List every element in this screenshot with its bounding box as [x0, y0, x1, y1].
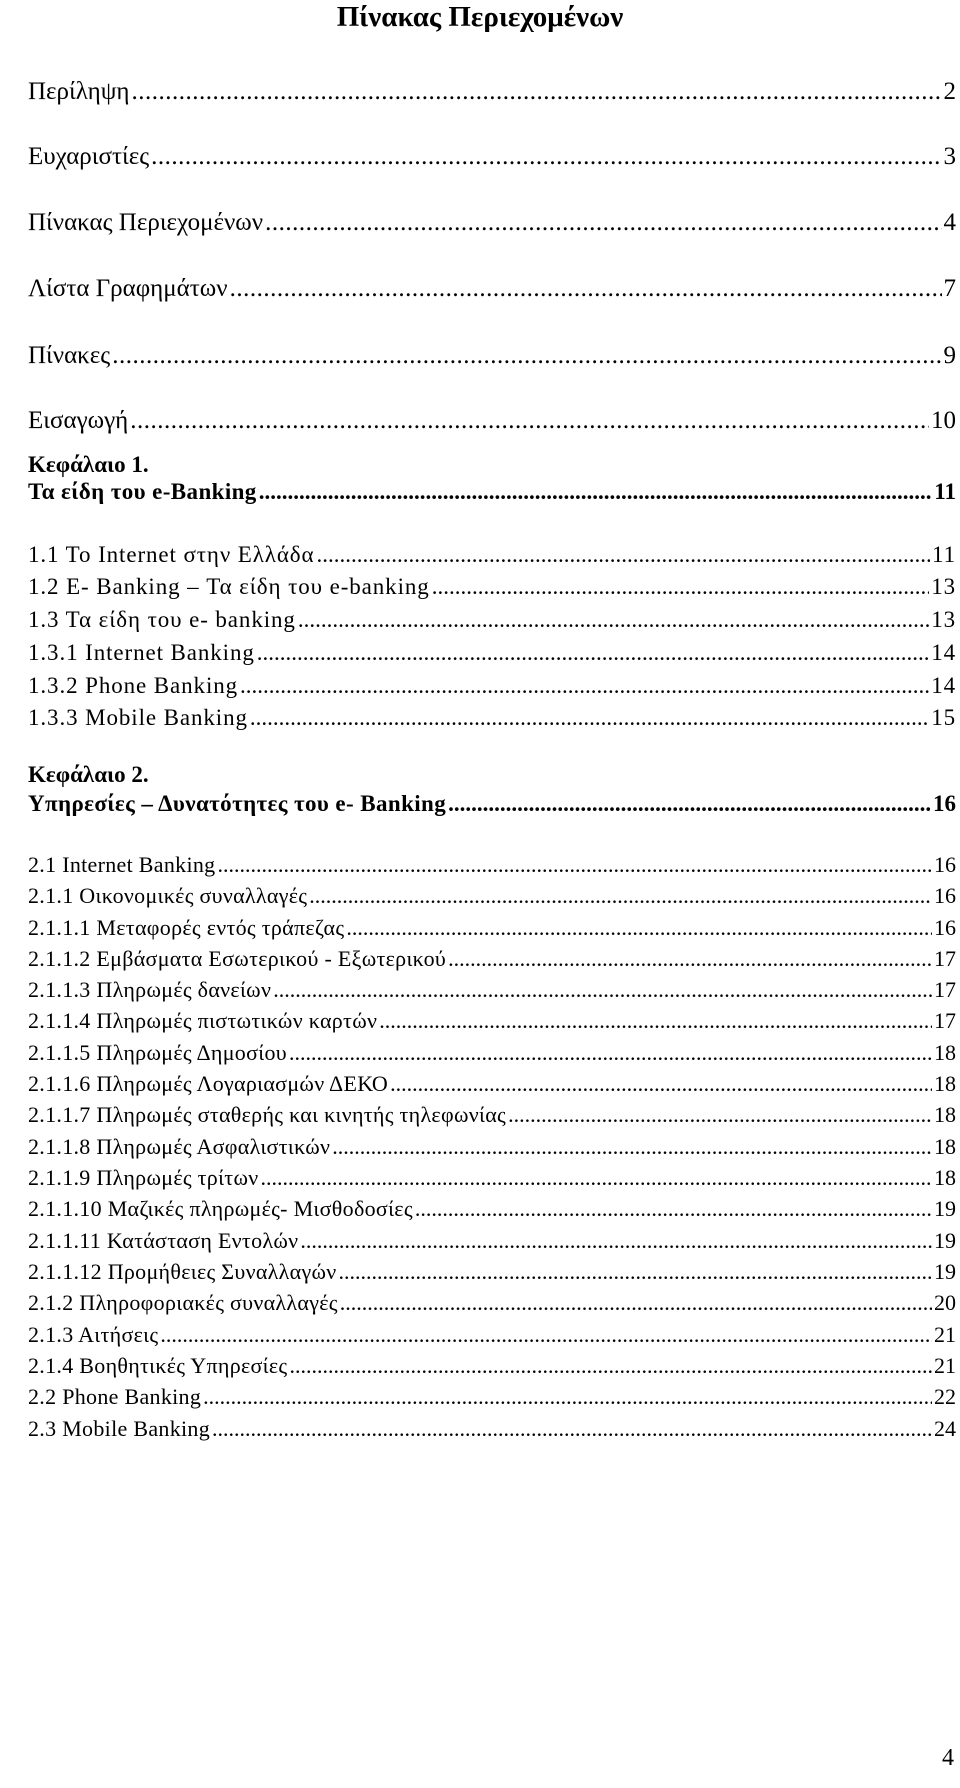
- page-title: Πίνακας Περιεχομένων: [336, 1, 624, 33]
- toc-entry[interactable]: [28, 1102, 956, 1128]
- dot-leader: [131, 77, 941, 107]
- toc-entry[interactable]: [28, 639, 956, 667]
- toc-entry-page: 18: [934, 1134, 956, 1159]
- dot-leader: [379, 1008, 932, 1034]
- toc-entry-label: 2.1.1.6 Πληρωμές Λογαριασμών ΔΕΚΟ: [28, 1071, 389, 1096]
- dot-leader: [112, 341, 941, 371]
- dot-leader: [432, 573, 930, 601]
- dot-leader: [265, 208, 941, 238]
- toc-entry[interactable]: [28, 946, 956, 972]
- toc-entry-page: 21: [934, 1322, 956, 1347]
- dot-leader: [298, 606, 929, 634]
- toc-entry[interactable]: [28, 1040, 956, 1066]
- toc-entry[interactable]: [28, 1165, 956, 1191]
- toc-entry[interactable]: [28, 1259, 956, 1285]
- dot-leader: [240, 672, 929, 700]
- toc-entry-label: 2.1.1.7 Πληρωμές σταθερής και κινητής τηλεφωνίας: [28, 1102, 507, 1127]
- toc-entry-page: 11: [932, 542, 956, 567]
- toc-entry-page: 18: [934, 1040, 956, 1065]
- dot-leader: [230, 274, 942, 304]
- dot-leader: [259, 478, 933, 506]
- chapter-heading: Κεφάλαιο 2.: [28, 762, 149, 787]
- toc-entry-label: 2.1.1.1 Μεταφορές εντός τράπεζας: [28, 915, 345, 940]
- toc-entry-label: Ευχαριστίες: [28, 143, 150, 170]
- toc-entry-page: 15: [931, 705, 956, 730]
- toc-entry-label: 1.3.3 Mobile Banking: [28, 705, 248, 730]
- toc-entry-label: 1.3.2 Phone Banking: [28, 673, 239, 698]
- toc-entry-page: 17: [934, 977, 956, 1002]
- toc-entry[interactable]: [28, 977, 956, 1003]
- dot-leader: [151, 142, 941, 172]
- dot-leader: [332, 1134, 932, 1160]
- toc-entry-label: 2.1 Internet Banking: [28, 852, 216, 877]
- toc-entry-page: 10: [931, 407, 956, 434]
- dot-leader: [260, 1165, 932, 1191]
- toc-chapter-entry[interactable]: [28, 478, 956, 506]
- toc-entry[interactable]: [28, 274, 956, 304]
- toc-entry-label: Περίληψη: [28, 78, 130, 105]
- toc-entry-page: 14: [931, 673, 956, 698]
- toc-entry[interactable]: [28, 1416, 956, 1442]
- dot-leader: [415, 1196, 932, 1222]
- dot-leader: [346, 915, 932, 941]
- dot-leader: [273, 977, 932, 1003]
- toc-entry-label: 2.1.1 Οικονομικές συναλλαγές: [28, 883, 308, 908]
- toc-entry[interactable]: [28, 852, 956, 878]
- toc-entry-page: 16: [934, 883, 956, 908]
- toc-entry-page: 19: [934, 1259, 956, 1284]
- page-number: 4: [942, 1745, 954, 1771]
- toc-entry[interactable]: [28, 915, 956, 941]
- toc-entry-page: 7: [943, 275, 956, 302]
- toc-entry-page: 11: [934, 479, 956, 504]
- dot-leader: [212, 1416, 932, 1442]
- toc-entry[interactable]: [28, 1008, 956, 1034]
- toc-entry-label: Λίστα Γραφημάτων: [28, 275, 228, 302]
- toc-entry-label: Υπηρεσίες – Δυνατότητες του e- Banking: [28, 791, 447, 816]
- toc-entry-label: 2.1.4 Βοηθητικές Υπηρεσίες: [28, 1353, 288, 1378]
- toc-entry-label: 2.1.1.8 Πληρωμές Ασφαλιστικών: [28, 1134, 331, 1159]
- toc-entry-label: 1.3.1 Internet Banking: [28, 640, 255, 665]
- dot-leader: [448, 946, 932, 972]
- toc-entry[interactable]: [28, 541, 956, 569]
- dot-leader: [203, 1384, 932, 1410]
- toc-entry-page: 22: [934, 1384, 956, 1409]
- toc-entry-page: 16: [933, 791, 956, 816]
- toc-entry[interactable]: [28, 208, 956, 238]
- toc-entry-page: 19: [934, 1196, 956, 1221]
- dot-leader: [316, 541, 930, 569]
- chapter-heading: Κεφάλαιο 1.: [28, 452, 149, 477]
- toc-entry-label: Τα είδη του e-Banking: [28, 479, 257, 504]
- dot-leader: [217, 852, 932, 878]
- toc-entry-page: 16: [934, 915, 956, 940]
- toc-entry[interactable]: [28, 77, 956, 107]
- toc-entry-label: 2.1.1.5 Πληρωμές Δημοσίου: [28, 1040, 287, 1065]
- toc-entry-page: 13: [931, 574, 956, 599]
- dot-leader: [130, 406, 929, 436]
- toc-entry[interactable]: [28, 1071, 956, 1097]
- toc-entry-label: 2.1.1.3 Πληρωμές δανείων: [28, 977, 272, 1002]
- toc-entry-label: 2.3 Mobile Banking: [28, 1416, 211, 1441]
- toc-entry-page: 4: [943, 209, 956, 236]
- toc-entry-page: 3: [943, 143, 956, 170]
- toc-entry-page: 2: [943, 78, 956, 105]
- dot-leader: [257, 639, 929, 667]
- toc-entry-label: Πίνακας Περιεχομένων: [28, 209, 264, 236]
- dot-leader: [340, 1290, 932, 1316]
- toc-entry-page: 17: [934, 946, 956, 971]
- toc-entry-page: 16: [934, 852, 956, 877]
- toc-entry-label: 2.1.1.11 Κατάσταση Εντολών: [28, 1228, 299, 1253]
- toc-entry[interactable]: [28, 1322, 956, 1348]
- dot-leader: [289, 1353, 932, 1379]
- toc-entry[interactable]: [28, 606, 956, 634]
- dot-leader: [160, 1322, 932, 1348]
- dot-leader: [339, 1259, 933, 1285]
- toc-entry[interactable]: [28, 883, 956, 909]
- toc-entry[interactable]: [28, 406, 956, 436]
- toc-entry[interactable]: [28, 142, 956, 172]
- dot-leader: [250, 704, 929, 732]
- toc-entry-label: 1.1 Το Internet στην Ελλάδα: [28, 542, 315, 567]
- dot-leader: [300, 1228, 932, 1254]
- toc-entry-page: 20: [934, 1290, 956, 1315]
- toc-entry-label: 2.1.1.9 Πληρωμές τρίτων: [28, 1165, 259, 1190]
- toc-entry-label: 2.2 Phone Banking: [28, 1384, 202, 1409]
- toc-entry-page: 19: [934, 1228, 956, 1253]
- dot-leader: [448, 790, 931, 818]
- toc-entry[interactable]: [28, 1384, 956, 1410]
- toc-entry-label: 2.1.1.10 Μαζικές πληρωμές- Μισθοδοσίες: [28, 1196, 413, 1221]
- toc-entry-page: 18: [934, 1071, 956, 1096]
- toc-entry-page: 13: [931, 607, 956, 632]
- toc-entry-page: 14: [931, 640, 956, 665]
- toc-entry-label: 1.2 E- Banking – Τα είδη του e-banking: [28, 574, 430, 599]
- toc-entry-label: Εισαγωγή: [28, 407, 129, 434]
- toc-entry-page: 21: [934, 1353, 956, 1378]
- toc-entry[interactable]: [28, 1134, 956, 1160]
- toc-entry[interactable]: [28, 341, 956, 371]
- toc-entry-label: 2.1.1.2 Εμβάσματα Εσωτερικού - Εξωτερικού: [28, 946, 447, 971]
- dot-leader: [508, 1102, 932, 1128]
- toc-entry-page: 9: [943, 342, 956, 369]
- toc-chapter-entry[interactable]: [28, 790, 956, 818]
- dot-leader: [309, 883, 932, 909]
- toc-entry[interactable]: [28, 704, 956, 732]
- toc-entry[interactable]: [28, 1353, 956, 1379]
- toc-entry[interactable]: [28, 1228, 956, 1254]
- toc-entry-label: 2.1.1.12 Προμήθειες Συναλλαγών: [28, 1259, 337, 1284]
- toc-entry-label: 1.3 Τα είδη του e- banking: [28, 607, 296, 632]
- toc-entry-page: 24: [934, 1416, 956, 1441]
- dot-leader: [289, 1040, 932, 1066]
- toc-entry-label: 2.1.1.4 Πληρωμές πιστωτικών καρτών: [28, 1008, 378, 1033]
- toc-entry-page: 18: [934, 1165, 956, 1190]
- dot-leader: [390, 1071, 932, 1097]
- toc-entry-label: Πίνακες: [28, 342, 111, 369]
- toc-entry-page: 18: [934, 1102, 956, 1127]
- toc-entry[interactable]: [28, 1196, 956, 1222]
- toc-entry-label: 2.1.2 Πληροφοριακές συναλλαγές: [28, 1290, 338, 1315]
- toc-entry-label: 2.1.3 Αιτήσεις: [28, 1322, 159, 1347]
- toc-entry[interactable]: [28, 672, 956, 700]
- toc-entry[interactable]: [28, 1290, 956, 1316]
- toc-entry[interactable]: [28, 573, 956, 601]
- toc-entry-page: 17: [934, 1008, 956, 1033]
